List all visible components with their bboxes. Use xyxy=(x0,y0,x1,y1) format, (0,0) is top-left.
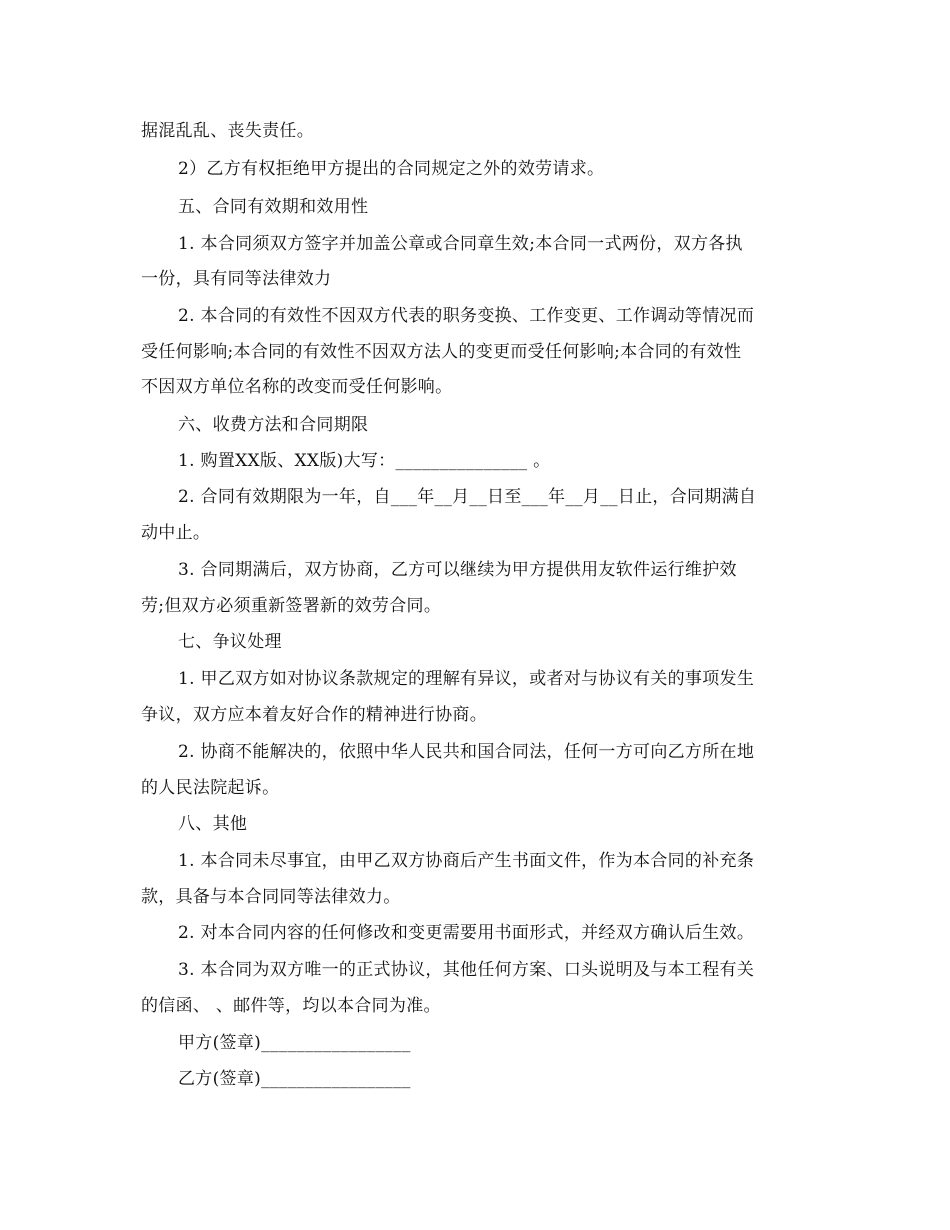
paragraph-line: 2. 对本合同内容的任何修改和变更需要用书面形式，并经双方确认后生效。 xyxy=(178,923,755,943)
paragraph-line: 2. 协商不能解决的，依照中华人民共和国合同法，任何一方可向乙方所在地 xyxy=(178,742,755,762)
paragraph-line: 一份，具有同等法律效力 xyxy=(141,269,332,289)
paragraph-line: 款，具备与本合同同等法律效力。 xyxy=(141,887,401,907)
paragraph-line: 据混乱乱、丧失责任。 xyxy=(141,121,314,141)
paragraph-line: 争议，双方应本着友好合作的精神进行协商。 xyxy=(141,705,487,725)
section-heading: 八、其他 xyxy=(178,814,248,834)
paragraph-line: 劳;但双方必须重新签署新的效劳合同。 xyxy=(141,596,442,616)
paragraph-line: 动中止。 xyxy=(141,523,211,543)
party-b-signature-line: 乙方(签章)_________________ xyxy=(178,1069,411,1089)
section-heading: 六、收费方法和合同期限 xyxy=(178,415,369,435)
paragraph-line: 3. 本合同为双方唯一的正式协议，其他任何方案、口头说明及与本工程有关 xyxy=(178,960,755,980)
paragraph-line: 2. 合同有效期限为一年，自___年__月__日至___年__月__日止，合同期满自 xyxy=(178,487,757,507)
section-heading: 五、合同有效期和效用性 xyxy=(178,197,369,217)
paragraph-line: 1. 甲乙双方如对协议条款规定的理解有异议，或者对与协议有关的事项发生 xyxy=(178,669,755,689)
paragraph-line: 3. 合同期满后，双方协商，乙方可以继续为甲方提供用友软件运行维护效 xyxy=(178,560,737,580)
paragraph-line: 不因双方单位名称的改变而受任何影响。 xyxy=(141,377,453,397)
paragraph-line: 的信函、 、邮件等，均以本合同为准。 xyxy=(141,996,441,1016)
paragraph-line: 1. 本合同须双方签字并加盖公章或合同章生效;本合同一式两份，双方各执 xyxy=(178,234,743,254)
paragraph-line: 2. 本合同的有效性不因双方代表的职务变换、工作变更、工作调动等情况而 xyxy=(178,306,755,326)
paragraph-line: 的人民法院起诉。 xyxy=(141,778,280,798)
paragraph-line: 1. 本合同未尽事宜，由甲乙双方协商后产生书面文件，作为本合同的补充条 xyxy=(178,851,755,871)
party-a-signature-line: 甲方(签章)_________________ xyxy=(178,1033,411,1053)
paragraph-line: 1. 购置XX版、XX版)大写：_______________ 。 xyxy=(178,451,551,471)
section-heading: 七、争议处理 xyxy=(178,632,282,652)
paragraph-line: 2）乙方有权拒绝甲方提出的合同规定之外的效劳请求。 xyxy=(178,159,605,179)
paragraph-line: 受任何影响;本合同的有效性不因双方法人的变更而受任何影响;本合同的有效性 xyxy=(141,342,742,362)
